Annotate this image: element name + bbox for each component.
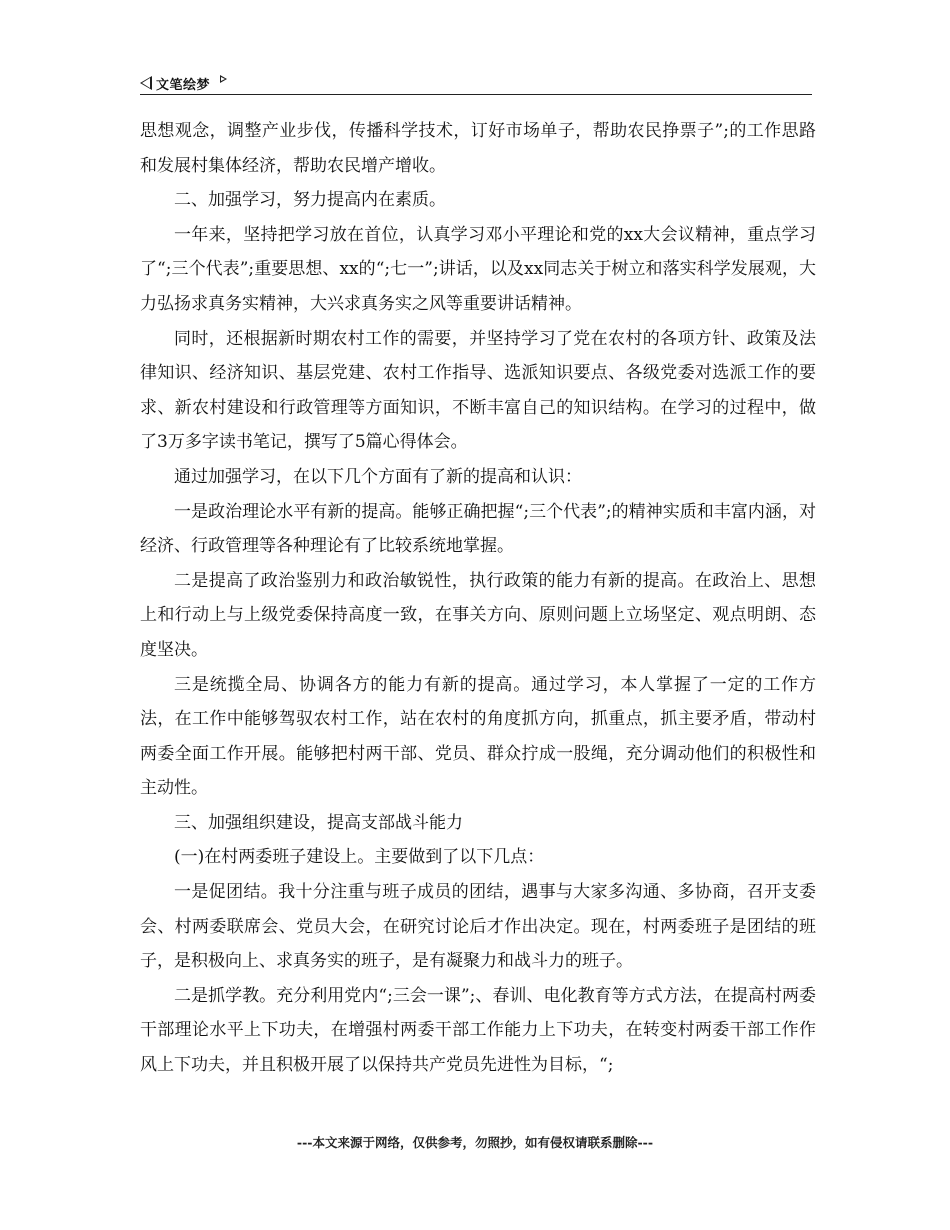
paragraph-6: 二是提高了政治鉴别力和政治敏锐性，执行政策的能力有新的提高。在政治上、思想上和行动上与上级党委保持高度一致，在事关方向、原则问题上立场坚定、观点明朗、态度坚决。 xyxy=(140,570,816,660)
paragraph-9: (一)在村两委班子建设上。主要做到了以下几点： xyxy=(174,847,545,868)
page-header xyxy=(140,72,812,95)
paragraph-7: 三是统揽全局、协调各方的能力有新的提高。通过学习，本人掌握了一定的工作方法，在工作中能够驾驭农村工作，站在农村的角度抓方向，抓重点，抓主要矛盾，带动村两委全面工作开展。能够把村两干部、党员、群众拧成一股绳，充分调动他们的积极性和主动性。 xyxy=(140,674,816,799)
document-body xyxy=(140,114,816,1083)
paragraph-5: 一是政治理论水平有新的提高。能够正确把握“;三个代表”;的精神实质和丰富内涵，对经济、行政管理等各种理论有了比较系统地掌握。 xyxy=(140,501,816,557)
header-brand: 文笔绘梦 xyxy=(156,77,211,93)
paragraph-10: 一是促团结。我十分注重与班子成员的团结，遇事与大家多沟通、多协商，召开支委会、村两委联席会、党员大会，在研究讨论后才作出决定。现在，村两委班子是团结的班子，是积极向上、求真务实的班子，是有凝聚力和战斗力的班子。 xyxy=(140,882,816,972)
paragraph-3: 同时，还根据新时期农村工作的需要，并坚持学习了党在农村的各项方针、政策及法律知识、经济知识、基层党建、农村工作指导、选派知识要点、各级党委对选派工作的要求、新农村建设和行政管理等方面知识，不断丰富自己的知识结构。在学习的过程中，做了3万多字读书笔记，撰写了5篇心得体会。 xyxy=(140,328,816,453)
triangle-right-icon xyxy=(220,75,227,83)
paragraph-1: 二、加强学习，努力提高内在素质。 xyxy=(174,190,446,211)
paragraph-2: 一年来，坚持把学习放在首位，认真学习邓小平理论和党的xx大会议精神，重点学习了“;三个代表”;重要思想、xx的“;七一”;讲话，以及xx同志关于树立和落实科学发展观，大力弘扬求真务实精神，大兴求真务实之风等重要讲话精神。 xyxy=(140,224,816,314)
paragraph-11: 二是抓学教。充分利用党内“;三会一课”;、春训、电化教育等方式方法，在提高村两委干部理论水平上下功夫，在增强村两委干部工作能力上下功夫，在转变村两委干部工作作风上下功夫，并且积极开展了以保持共产党员先进性为目标，“; xyxy=(140,985,816,1076)
footer-disclaimer: ---本文来源于网络，仅供参考，勿照抄，如有侵权请联系删除--- xyxy=(296,1135,654,1150)
paragraph-8: 三、加强组织建设，提高支部战斗能力 xyxy=(174,812,463,833)
triangle-left-icon xyxy=(140,76,152,90)
paragraph-0: 思想观念，调整产业步伐，传播科学技术，订好市场单子，帮助农民挣票子”;的工作思路和发展村集体经济，帮助农民增产增收。 xyxy=(140,121,816,176)
paragraph-4: 通过加强学习，在以下几个方面有了新的提高和认识： xyxy=(174,466,582,487)
